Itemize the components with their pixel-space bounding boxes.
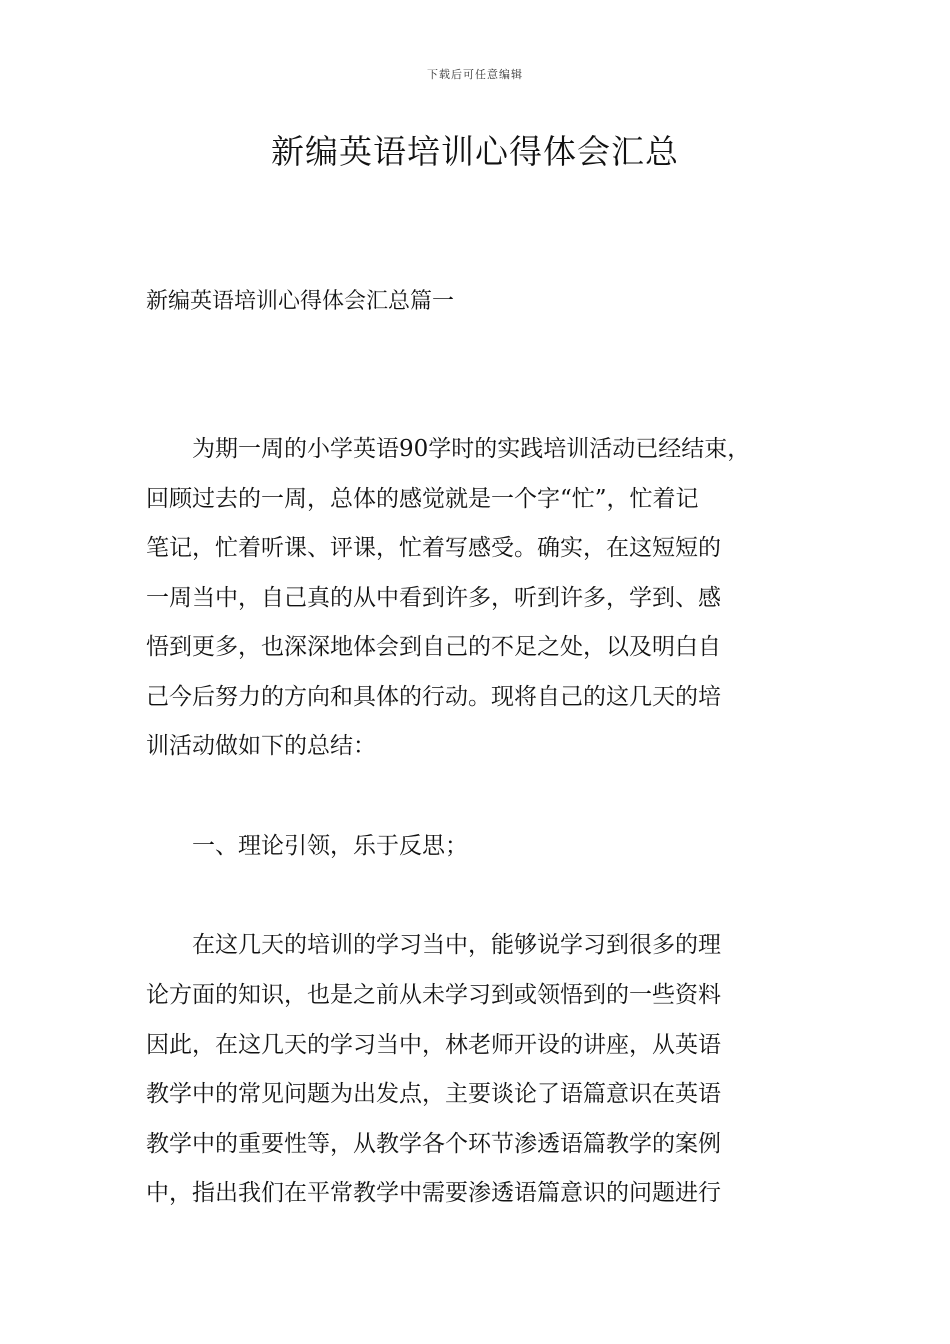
paragraph-line: 一周当中，自己真的从中看到许多，听到许多，学到、感 <box>146 585 721 611</box>
paragraph-line: 教学中的常见问题为出发点，主要谈论了语篇意识在英语 <box>146 1081 721 1107</box>
paragraph-line: 教学中的重要性等，从教学各个环节渗透语篇教学的案例 <box>146 1131 721 1157</box>
subheading: 一、理论引领，乐于反思； <box>146 833 468 859</box>
header-note: 下载后可任意编辑 <box>427 68 523 81</box>
paragraph-line: 为期一周的小学英语90学时的实践培训活动已经结束， <box>146 436 751 462</box>
paragraph-line: 己今后努力的方向和具体的行动。现将自己的这几天的培 <box>146 684 721 710</box>
paragraph-line: 笔记，忙着听课、评课，忙着写感受。确实，在这短短的 <box>146 535 721 561</box>
section-heading: 新编英语培训心得体会汇总篇一 <box>146 289 455 314</box>
paragraph-line: 在这几天的培训的学习当中，能够说学习到很多的理 <box>146 932 721 958</box>
paragraph-line: 论方面的知识，也是之前从未学习到或领悟到的一些资料 <box>146 982 721 1008</box>
paragraph-line: 回顾过去的一周，总体的感觉就是一个字“忙”，忙着记 <box>146 486 699 512</box>
paragraph-line: 悟到更多，也深深地体会到自己的不足之处，以及明白自 <box>146 634 721 660</box>
paragraph-line: 训活动做如下的总结： <box>146 733 376 759</box>
paragraph-line: 因此，在这几天的学习当中，林老师开设的讲座，从英语 <box>146 1032 721 1058</box>
document-title: 新编英语培训心得体会汇总 <box>271 132 679 171</box>
paragraph-line: 中，指出我们在平常教学中需要渗透语篇意识的问题进行 <box>146 1180 721 1206</box>
